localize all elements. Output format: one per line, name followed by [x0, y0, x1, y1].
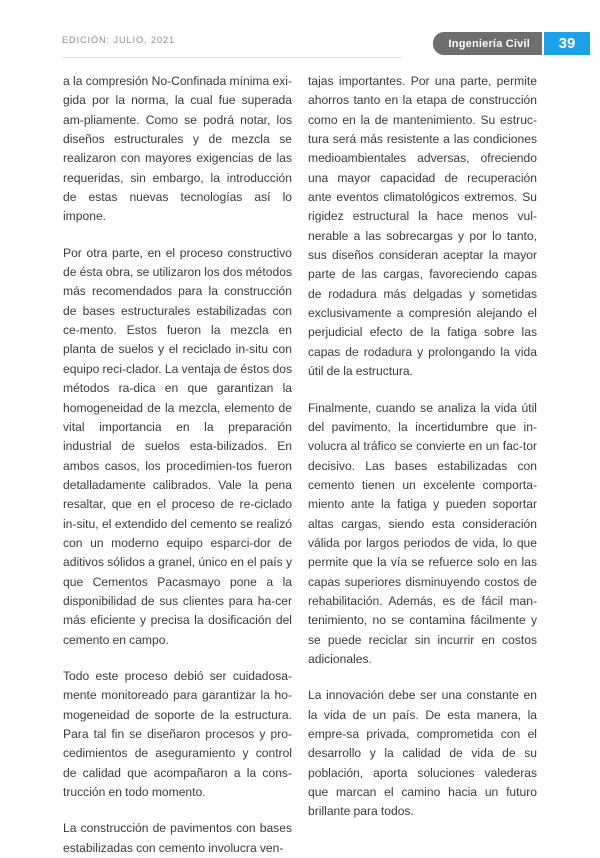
paragraph: tajas importantes. Por una parte, permite ahorros tanto en la etapa de construcción como en la de mantenimiento. Su estruc-tura será más resistente a las condiciones medioambientales adversas, ofreciendo una mayor capacidad de recuperación ante eventos climatológicos extremos. Su rigidez estructural la hace menos vul-nerable a las sobrecargas y por lo tanto, sus diseños consideran aceptar la mayor parte de las cargas, favoreciendo capas de rodadura más delgadas y sometidas exclusivamente a compresión alejando el perjudicial efecto de la fatiga sobre las capas de rodadura y prolongando la vida útil de la estructura.: [308, 74, 537, 379]
edition-label: EDICIÓN: JULIO, 2021: [62, 35, 175, 45]
right-column: [308, 72, 537, 858]
paragraph: La innovación debe ser una constante en la vida de un país. De esta manera, la empre-sa privada, comprometida con el desarrollo y la calidad de vida de su población, aporta soluciones valederas que marcan el camino hacia un futuro brillante para todos.: [308, 688, 537, 819]
section-name-badge: Ingeniería Civil: [433, 32, 542, 55]
left-column: [63, 72, 292, 858]
paragraph: Por otra parte, en el proceso constructivo de ésta obra, se utilizaron los dos métodos más recomendados para la construcción de bases estructurales estabilizadas con ce-mento. Estos fueron la mezcla en planta de suelos y el reciclado in-situ con equipo reci-clador. La ventaja de éstos dos métodos ra-dica en que garantizan la homogeneidad de la mezcla, elemento de vital importancia en la preparación industrial de suelos esta-bilizados. En ambos casos, los procedimien-tos fueron detalladamente calibrados. Vale la pena resaltar, que en el proceso de re-ciclado in-situ, el extendido del cemento se realizó con un moderno equipo esparci-dor de aditivos sólidos a granel, único en el país y que Cementos Pacasmayo pone a la disponibilidad de sus clientes para ha-cer más eficiente y precisa la dosificación del cemento en campo.: [63, 245, 292, 647]
header-divider: [62, 57, 402, 58]
paragraph: Todo este proceso debió ser cuidadosa-mente monitoreado para garantizar la ho-mogeneidad de soporte de la estructura. Para tal fin se diseñaron procesos y pro-cedimientos de aseguramiento y control de calidad que acompañaron a la cons-trucción en todo momento.: [63, 668, 292, 800]
article-body: [0, 72, 600, 858]
page-header: [0, 0, 600, 62]
section-page-badge: [433, 32, 590, 55]
page-number-badge: 39: [544, 32, 590, 55]
paragraph: a la compresión No-Confinada mínima exi-gida por la norma, la cual fue superada am-pliamente. Como se podrá notar, los diseños estructurales y de mezcla se realizaron con mayores exigencias de las requeridas, sin embargo, la introducción de estas nuevas tecnologías así lo impone.: [63, 74, 292, 224]
paragraph: Finalmente, cuando se analiza la vida útil del pavimento, la incertidumbre que in-volucra al tráfico se convierte en un fac-tor decisivo. Las bases estabilizadas con cemento tienen un excelente comporta-miento ante la fatiga y pueden soportar altas cargas, siendo esta consideración válida por largos periodos de vida, lo que permite que la vía se refuerce solo en las capas superiores disminuyendo costos de rehabilitación. Además, es de fácil man-tenimiento, no se contamina fácilmente y se puede reciclar sin incurrir en costos adicionales.: [308, 400, 537, 666]
paragraph: La construcción de pavimentos con bases estabilizadas con cemento involucra ven-: [63, 821, 292, 855]
